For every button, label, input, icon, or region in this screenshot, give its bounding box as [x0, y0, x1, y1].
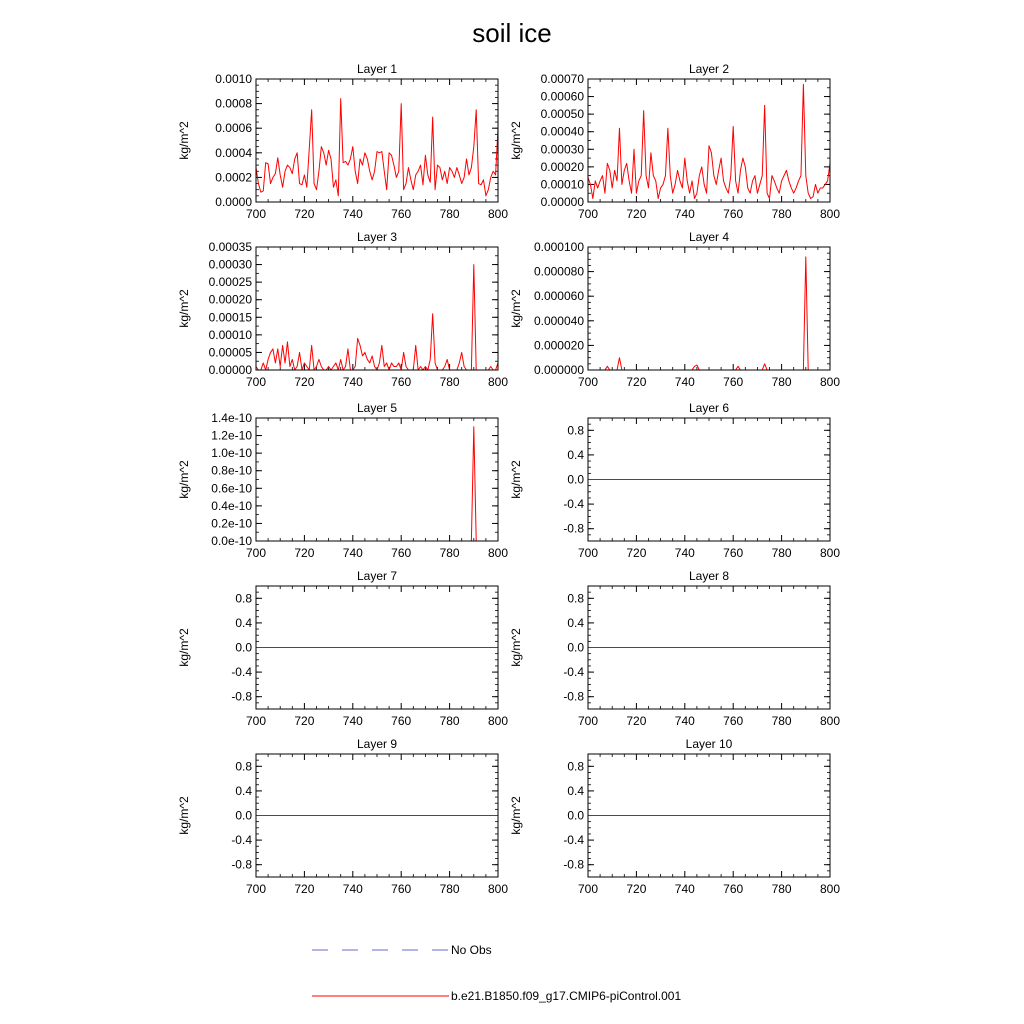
y-tick-label: 0.00025 [208, 275, 252, 290]
x-tick-label: 800 [819, 882, 841, 896]
x-tick-label: 740 [674, 714, 695, 728]
x-tick-label: 740 [674, 207, 695, 221]
y-tick-label: 0.00030 [208, 257, 252, 272]
x-tick-label: 780 [771, 375, 792, 389]
x-tick-label: 800 [819, 714, 841, 728]
y-tick-label: 0.000020 [533, 338, 584, 353]
y-tick-label: 0.0 [235, 808, 252, 823]
x-tick-label: 760 [391, 546, 412, 560]
y-tick-label: 0.8 [567, 423, 584, 438]
y-axis-label: kg/m^2 [177, 796, 191, 835]
panel-title: Layer 4 [688, 230, 730, 244]
series-line-model [588, 84, 830, 198]
x-tick-label: 760 [391, 714, 412, 728]
x-tick-label: 800 [819, 546, 841, 560]
panel-title: Layer 10 [685, 737, 733, 751]
x-tick-label: 760 [723, 882, 744, 896]
y-tick-label: 0.00010 [540, 177, 584, 192]
x-tick-label: 740 [342, 375, 363, 389]
legend-label-model: b.e21.B1850.f09_g17.CMIP6-piControl.001 [451, 989, 682, 1003]
x-tick-label: 760 [723, 546, 744, 560]
x-tick-label: 740 [674, 546, 695, 560]
legend-label-obs: No Obs [451, 943, 492, 957]
x-tick-label: 800 [819, 375, 841, 389]
y-tick-label: 0.0 [235, 640, 252, 655]
y-axis-label: kg/m^2 [177, 289, 191, 328]
y-tick-label: 0.8e-10 [211, 463, 252, 478]
y-tick-label: 0.00040 [540, 124, 584, 139]
panel-title: Layer 9 [356, 737, 398, 751]
y-tick-label: 0.4e-10 [211, 498, 252, 513]
y-tick-label: 0.000100 [533, 240, 584, 254]
x-tick-label: 700 [577, 882, 599, 896]
y-axis-label: kg/m^2 [509, 121, 523, 160]
series-line-model [256, 99, 498, 196]
x-tick-label: 800 [487, 714, 509, 728]
y-tick-label: 0.00010 [208, 327, 252, 342]
x-tick-label: 700 [577, 207, 599, 221]
y-tick-label: 0.8 [235, 759, 252, 774]
panel-layer-1 [177, 62, 508, 221]
y-tick-label: 0.2e-10 [211, 516, 252, 531]
x-tick-label: 720 [626, 714, 647, 728]
y-tick-label: 0.000000 [533, 363, 584, 377]
y-axis-label: kg/m^2 [509, 289, 523, 328]
panel-layer-4 [509, 230, 840, 389]
plot-frame [588, 79, 830, 202]
y-tick-label: 0.0000 [215, 195, 252, 209]
y-tick-label: 0.4 [567, 783, 584, 798]
y-tick-label: 0.4 [567, 615, 584, 630]
y-tick-label: 0.0e-10 [211, 534, 252, 548]
x-tick-label: 760 [391, 882, 412, 896]
y-tick-label: 0.00015 [208, 310, 252, 325]
figure-title: soil ice [472, 18, 552, 48]
x-tick-label: 780 [439, 546, 460, 560]
panels [177, 62, 840, 896]
panel-title: Layer 5 [356, 401, 398, 415]
panel-title: Layer 7 [356, 569, 398, 583]
y-tick-label: -0.4 [231, 665, 252, 680]
x-tick-label: 740 [342, 714, 363, 728]
x-tick-label: 720 [626, 546, 647, 560]
x-tick-label: 760 [391, 207, 412, 221]
x-tick-label: 720 [294, 375, 315, 389]
x-tick-label: 760 [391, 375, 412, 389]
y-tick-label: -0.4 [563, 665, 584, 680]
y-tick-label: 0.00000 [208, 363, 252, 377]
y-tick-label: 0.00020 [208, 292, 252, 307]
y-tick-label: 1.4e-10 [211, 411, 252, 425]
y-tick-label: 0.00020 [540, 159, 584, 174]
y-tick-label: 0.6e-10 [211, 481, 252, 496]
panel-title: Layer 6 [688, 401, 730, 415]
x-tick-label: 760 [723, 207, 744, 221]
legend [312, 943, 681, 1003]
x-tick-label: 740 [674, 882, 695, 896]
x-tick-label: 720 [294, 546, 315, 560]
x-tick-label: 780 [771, 882, 792, 896]
panel-layer-2 [509, 62, 840, 221]
x-tick-label: 780 [439, 375, 460, 389]
y-tick-label: 0.00035 [208, 240, 252, 254]
x-tick-label: 720 [294, 882, 315, 896]
panel-layer-5 [177, 401, 508, 560]
y-tick-label: 0.4 [235, 615, 252, 630]
y-tick-label: -0.8 [563, 689, 584, 704]
x-tick-label: 780 [771, 714, 792, 728]
x-tick-label: 780 [771, 546, 792, 560]
y-tick-label: 0.4 [235, 783, 252, 798]
plot-frame [256, 418, 498, 541]
x-tick-label: 780 [771, 207, 792, 221]
series-line-model [588, 257, 830, 370]
y-tick-label: 0.00060 [540, 89, 584, 104]
x-tick-label: 700 [245, 546, 267, 560]
y-tick-label: 0.00030 [540, 142, 584, 157]
panel-layer-7 [177, 569, 508, 728]
x-tick-label: 740 [342, 207, 363, 221]
x-tick-label: 720 [626, 375, 647, 389]
x-tick-label: 740 [674, 375, 695, 389]
x-tick-label: 700 [577, 714, 599, 728]
panel-layer-6 [509, 401, 840, 560]
y-tick-label: 0.4 [567, 447, 584, 462]
y-tick-label: -0.4 [231, 833, 252, 848]
y-tick-label: 1.2e-10 [211, 428, 252, 443]
x-tick-label: 780 [439, 207, 460, 221]
panel-layer-10 [509, 737, 840, 896]
y-tick-label: -0.4 [563, 497, 584, 512]
y-tick-label: 0.8 [235, 591, 252, 606]
x-tick-label: 720 [294, 714, 315, 728]
y-tick-label: 0.0 [567, 472, 584, 487]
y-tick-label: 0.00000 [540, 195, 584, 209]
y-tick-label: 1.0e-10 [211, 446, 252, 461]
x-tick-label: 740 [342, 546, 363, 560]
y-tick-label: -0.8 [563, 857, 584, 872]
x-tick-label: 720 [626, 207, 647, 221]
x-tick-label: 700 [245, 375, 267, 389]
panel-title: Layer 2 [688, 62, 730, 76]
x-tick-label: 760 [723, 714, 744, 728]
y-tick-label: -0.8 [231, 857, 252, 872]
y-tick-label: 0.00005 [208, 345, 252, 360]
y-axis-label: kg/m^2 [177, 460, 191, 499]
y-tick-label: -0.4 [563, 833, 584, 848]
y-axis-label: kg/m^2 [509, 460, 523, 499]
x-tick-label: 700 [245, 207, 267, 221]
y-axis-label: kg/m^2 [177, 628, 191, 667]
y-axis-label: kg/m^2 [509, 796, 523, 835]
x-tick-label: 760 [723, 375, 744, 389]
x-tick-label: 740 [342, 882, 363, 896]
y-tick-label: 0.0006 [215, 121, 252, 136]
x-tick-label: 800 [487, 375, 509, 389]
x-tick-label: 700 [245, 714, 267, 728]
x-tick-label: 800 [487, 882, 509, 896]
x-tick-label: 800 [487, 546, 509, 560]
x-tick-label: 800 [487, 207, 509, 221]
panel-layer-3 [177, 230, 508, 389]
panel-title: Layer 1 [356, 62, 398, 76]
y-tick-label: -0.8 [563, 521, 584, 536]
panel-layer-9 [177, 737, 508, 896]
series-line-model [256, 427, 498, 541]
x-tick-label: 780 [439, 714, 460, 728]
y-tick-label: 0.000080 [533, 264, 584, 279]
x-tick-label: 700 [245, 882, 267, 896]
y-tick-label: 0.0 [567, 808, 584, 823]
y-tick-label: 0.0008 [215, 96, 252, 111]
x-tick-label: 700 [577, 546, 599, 560]
y-tick-label: 0.0010 [215, 72, 252, 86]
y-tick-label: 0.8 [567, 591, 584, 606]
y-tick-label: 0.8 [567, 759, 584, 774]
x-tick-label: 780 [439, 882, 460, 896]
y-tick-label: 0.0004 [215, 145, 252, 160]
y-tick-label: 0.000040 [533, 313, 584, 328]
y-tick-label: 0.0002 [215, 170, 252, 185]
x-tick-label: 720 [626, 882, 647, 896]
y-tick-label: 0.000060 [533, 289, 584, 304]
panel-title: Layer 3 [356, 230, 398, 244]
x-tick-label: 800 [819, 207, 841, 221]
plot-frame [588, 247, 830, 370]
x-tick-label: 720 [294, 207, 315, 221]
panel-layer-8 [509, 569, 840, 728]
y-axis-label: kg/m^2 [177, 121, 191, 160]
y-axis-label: kg/m^2 [509, 628, 523, 667]
y-tick-label: 0.00050 [540, 107, 584, 122]
y-tick-label: 0.00070 [540, 72, 584, 86]
y-tick-label: 0.0 [567, 640, 584, 655]
panel-title: Layer 8 [688, 569, 730, 583]
series-line-model [256, 265, 498, 370]
plot-frame [256, 247, 498, 370]
y-tick-label: -0.8 [231, 689, 252, 704]
x-tick-label: 700 [577, 375, 599, 389]
